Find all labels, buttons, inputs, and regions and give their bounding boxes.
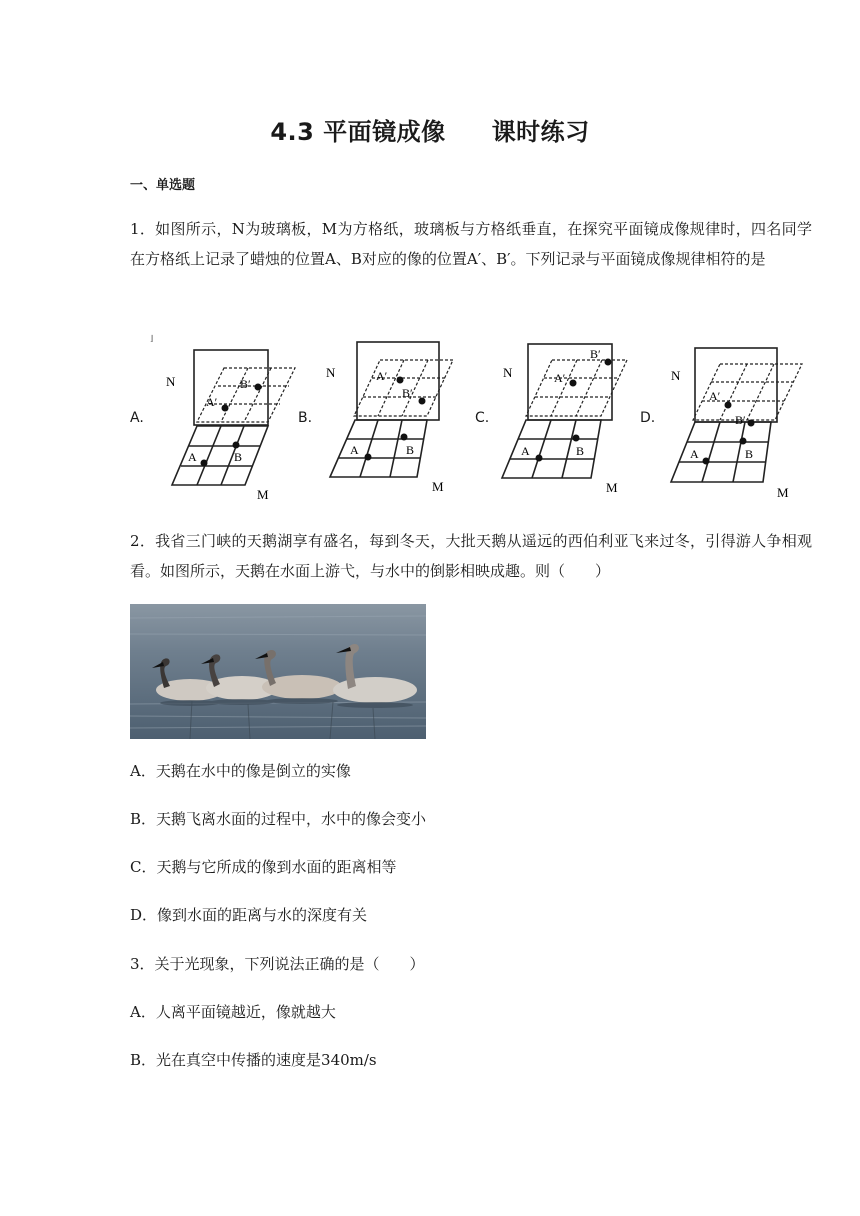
page-title	[0, 112, 860, 147]
point-label-b: B	[745, 447, 754, 461]
point-label-a: A	[690, 447, 699, 461]
question-2-text: 2．我省三门峡的天鹅湖享有盛名，每到冬天，大批天鹅从遥远的西伯利亚飞来过冬，引得游人争相观看。如图所示，天鹅在水面上游弋，与水中的倒影相映成趣。则（ ）	[130, 532, 812, 580]
title-main: 4.3 平面镜成像	[270, 118, 446, 146]
title-sub: 课时练习	[491, 118, 590, 146]
paper-label-m: M	[257, 487, 269, 502]
point-label-a: A	[350, 443, 359, 457]
q1-option-a-label: A.	[130, 410, 144, 426]
mirror-label-n: N	[503, 365, 513, 380]
swan-lake-photo	[130, 604, 426, 739]
point-label-b: B	[234, 450, 243, 464]
point-label-b: B	[406, 443, 415, 457]
point-label-b-prime: B′	[402, 386, 413, 400]
q2-option-c: C．天鹅与它所成的像到水面的距离相等	[130, 858, 397, 876]
section-heading: 一、单选题	[130, 178, 196, 193]
point-label-b-prime: B′	[240, 377, 251, 391]
q1-figure-c	[498, 336, 648, 501]
point-label-a-prime: A′	[206, 395, 218, 409]
point-label-a-prime: A′	[554, 371, 566, 385]
mirror-label-n: N	[326, 365, 336, 380]
point-label-a-prime: A′	[376, 369, 388, 383]
q1-option-c-label: C.	[475, 410, 490, 426]
mirror-label-n: N	[671, 368, 681, 383]
svg-text:⌋: ⌋	[150, 334, 154, 343]
question-3-text: 3．关于光现象，下列说法正确的是（ ）	[130, 955, 425, 973]
mirror-label-n: N	[166, 374, 176, 389]
paper-label-m: M	[606, 480, 618, 495]
q2-option-d: D．像到水面的距离与水的深度有关	[130, 906, 368, 924]
point-label-a: A	[188, 450, 197, 464]
paper-label-m: M	[432, 479, 444, 494]
q3-option-a: A．人离平面镜越近，像就越大	[130, 1003, 336, 1021]
q1-figure-b	[320, 336, 470, 501]
point-label-a-prime: A′	[709, 389, 721, 403]
q3-option-b: B．光在真空中传播的速度是340m/s	[130, 1051, 377, 1069]
q1-option-b-label: B.	[298, 410, 313, 426]
point-label-b-prime: B′	[735, 413, 746, 427]
q1-figure-a	[150, 330, 300, 505]
point-label-b-prime: B′	[590, 347, 601, 361]
paper-label-m: M	[777, 485, 789, 500]
point-label-b: B	[576, 444, 585, 458]
q1-figure-d	[665, 336, 815, 501]
point-label-a: A	[521, 444, 530, 458]
q1-option-d-label: D.	[640, 410, 656, 426]
q2-option-a: A．天鹅在水中的像是倒立的实像	[130, 762, 351, 780]
question-1-text: 1．如图所示，N为玻璃板，M为方格纸，玻璃板与方格纸垂直，在探究平面镜成像规律时，四名同学在方格纸上记录了蜡烛的位置A、B对应的像的位置A′、B′。下列记录与平面镜成像规律相符的是	[130, 220, 812, 268]
q2-option-b: B．天鹅飞离水面的过程中，水中的像会变小	[130, 810, 427, 828]
